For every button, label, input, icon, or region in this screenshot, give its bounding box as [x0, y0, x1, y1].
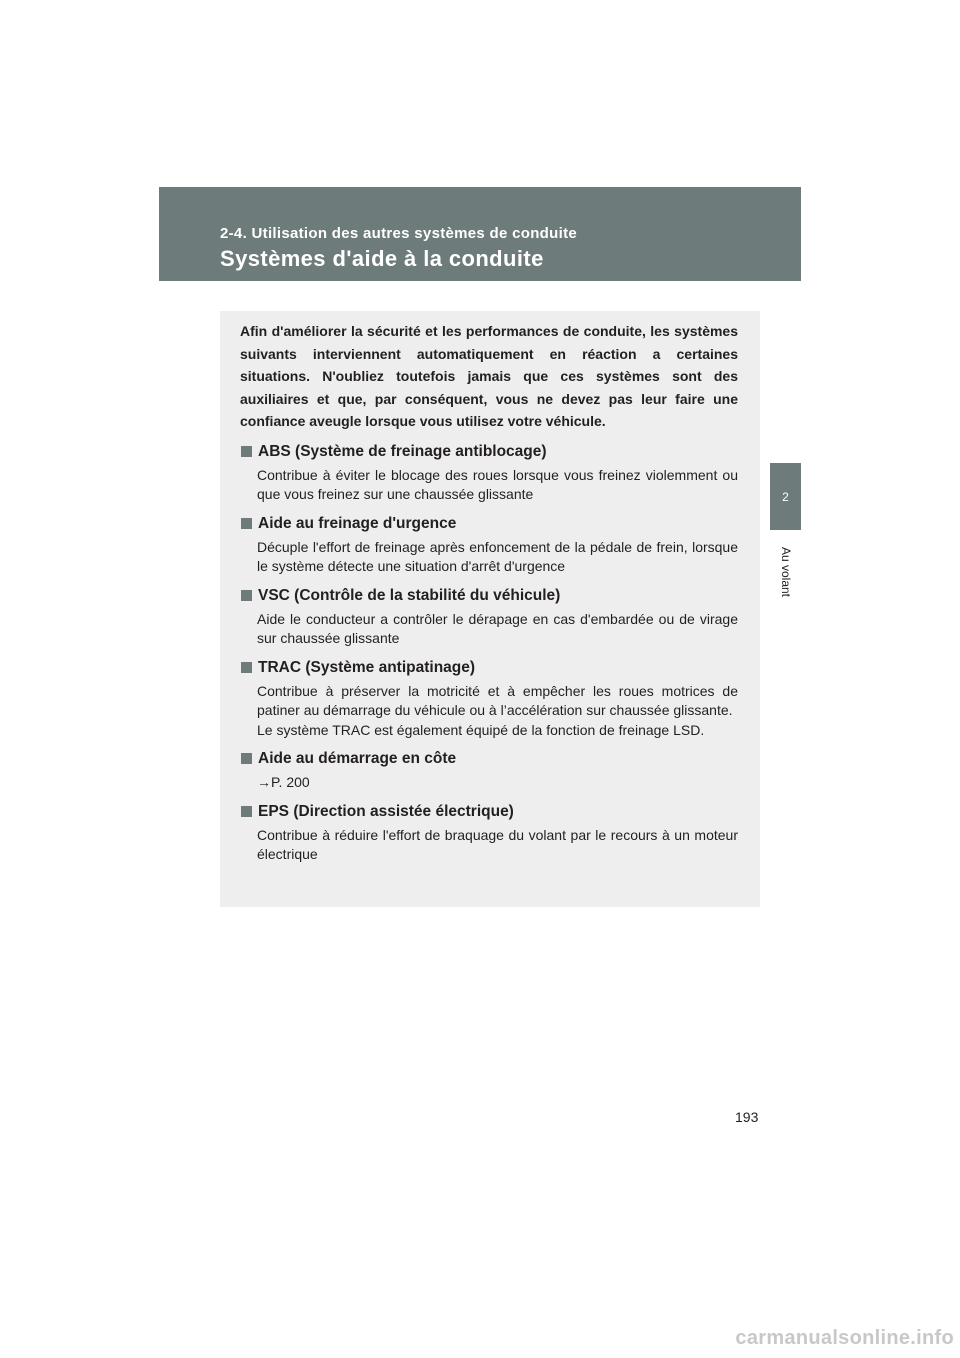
square-bullet-icon — [241, 806, 252, 817]
feature-description — [257, 773, 738, 793]
feature-title — [240, 748, 738, 769]
page-reference[interactable]: →P. 200 — [257, 774, 310, 791]
intro-paragraph: Afin d'améliorer la sécurité et les performances de conduite, les systèmes suivants interviennent automatiquement en réaction a certaines situations. N'oubliez toutefois jamais que ces systèmes sont des auxiliaires et que, par conséquent, vous ne devez pas leur faire une confiance aveugle lorsque vous utilisez votre véhicule. — [240, 323, 738, 430]
chapter-label — [766, 540, 806, 604]
feature-description — [257, 610, 738, 649]
feature-title — [240, 441, 738, 462]
square-bullet-icon — [241, 518, 252, 529]
feature-title-text: VSC (Contrôle de la stabilité du véhicule) — [258, 586, 561, 604]
feature-title — [240, 513, 738, 534]
feature-title-text: EPS (Direction assistée électrique) — [258, 802, 514, 820]
feature-description — [257, 538, 738, 577]
feature-item-hill-start — [240, 748, 738, 793]
square-bullet-icon — [241, 662, 252, 673]
description-text: Contribue à préserver la motricité et à empêcher les roues motrices de patiner au démarrage du véhicule ou à l’accélération sur chaussée glissante. — [257, 682, 738, 719]
feature-description — [257, 466, 738, 505]
page-title: Systèmes d'aide à la conduite — [220, 246, 544, 271]
feature-item-abs — [240, 441, 738, 505]
watermark: carmanualsonline.info — [735, 1327, 954, 1349]
square-bullet-icon — [241, 590, 252, 601]
feature-title — [240, 657, 738, 678]
feature-item-eps — [240, 801, 738, 865]
section-heading: 2-4. Utilisation des autres systèmes de conduite — [220, 225, 578, 242]
feature-item-trac — [240, 657, 738, 741]
feature-title-text: TRAC (Système antipatinage) — [258, 658, 476, 676]
feature-title — [240, 585, 738, 606]
feature-item-brake-assist — [240, 513, 738, 577]
feature-description — [257, 682, 738, 741]
square-bullet-icon — [241, 753, 252, 764]
page-number: 193 — [735, 1109, 759, 1125]
description-text: Le système TRAC est également équipé de la fonction de freinage LSD. — [257, 721, 705, 738]
feature-title — [240, 801, 738, 822]
chapter-tab — [770, 463, 801, 530]
chapter-number: 2 — [782, 489, 789, 504]
feature-title-text: ABS (Système de freinage antiblocage) — [258, 442, 547, 460]
feature-item-vsc — [240, 585, 738, 649]
description-text: Contribue à éviter le blocage des roues lorsque vous freinez violemment ou que vous freinez sur une chaussée glissante — [257, 466, 738, 503]
chapter-label-text: Au volant — [779, 546, 793, 598]
description-text: Aide le conducteur a contrôler le dérapage en cas d'embardée ou de virage sur chaussée glissante — [257, 610, 738, 647]
description-text: Décuple l'effort de freinage après enfoncement de la pédale de frein, lorsque le système détecte une situation d'arrêt d'urgence — [257, 538, 738, 575]
square-bullet-icon — [241, 446, 252, 457]
feature-title-text: Aide au freinage d'urgence — [258, 514, 457, 532]
description-text: Contribue à réduire l'effort de braquage du volant par le recours à un moteur électrique — [257, 826, 738, 863]
feature-description — [257, 826, 738, 865]
content-box — [220, 311, 760, 907]
feature-title-text: Aide au démarrage en côte — [258, 750, 457, 768]
